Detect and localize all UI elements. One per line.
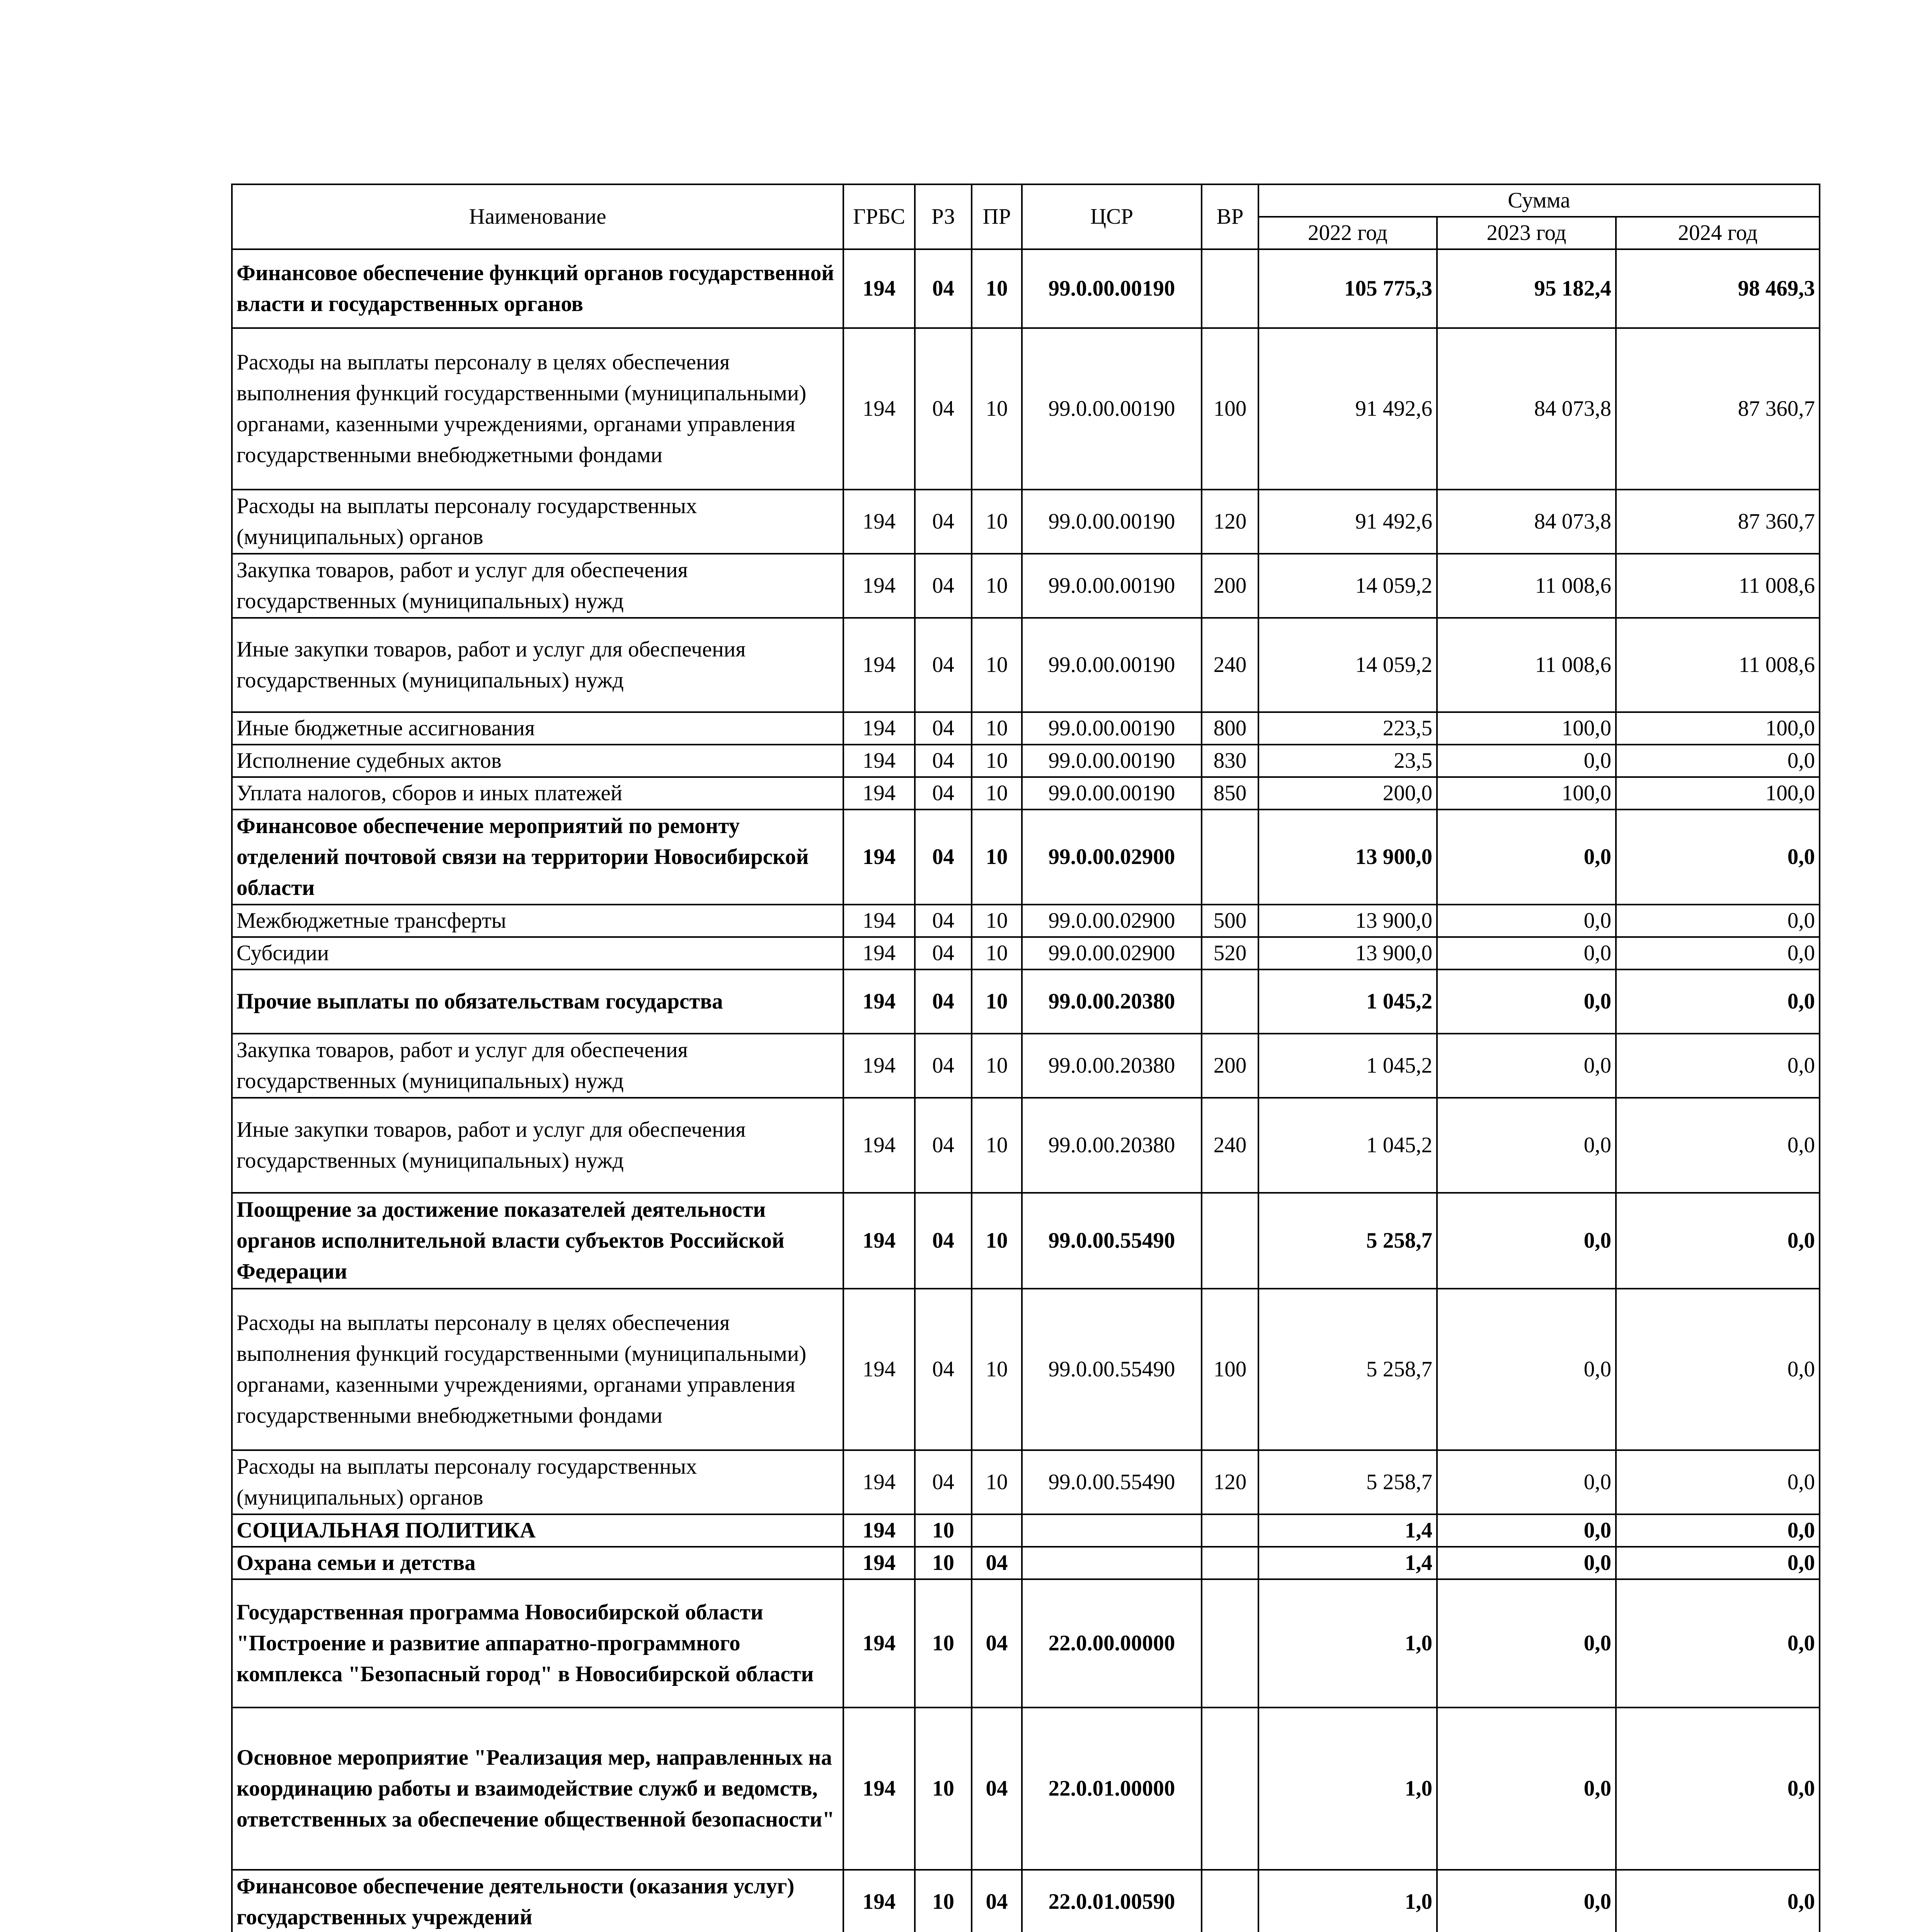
- table-row: [232, 1450, 1820, 1514]
- cell-name: Финансовое обеспечение функций органов государственной власти и государственных органов: [232, 249, 843, 328]
- cell-2024: 0,0: [1616, 1289, 1820, 1450]
- cell-2022: 23,5: [1258, 745, 1437, 777]
- table-row: [232, 328, 1820, 490]
- cell-grbs: 194: [843, 1450, 915, 1514]
- cell-2023: 95 182,4: [1437, 249, 1616, 328]
- cell-2024: 0,0: [1616, 1870, 1820, 1932]
- cell-pr: 10: [972, 1450, 1022, 1514]
- cell-rz: 04: [915, 328, 972, 490]
- cell-rz: 04: [915, 937, 972, 969]
- cell-rz: 04: [915, 1193, 972, 1289]
- cell-name: Расходы на выплаты персоналу государственных (муниципальных) органов: [232, 1450, 843, 1514]
- cell-grbs: 194: [843, 328, 915, 490]
- table-row: [232, 1289, 1820, 1450]
- cell-csr: 99.0.00.02900: [1022, 810, 1202, 905]
- cell-csr: 99.0.00.00190: [1022, 712, 1202, 745]
- cell-2022: 14 059,2: [1258, 618, 1437, 712]
- cell-rz: 04: [915, 554, 972, 618]
- cell-pr: 10: [972, 328, 1022, 490]
- cell-csr: 22.0.01.00000: [1022, 1708, 1202, 1870]
- cell-vr: [1202, 1514, 1258, 1547]
- cell-vr: [1202, 1547, 1258, 1579]
- cell-csr: 99.0.00.00190: [1022, 777, 1202, 810]
- cell-grbs: 194: [843, 554, 915, 618]
- col-header-csr: ЦСР: [1022, 184, 1202, 249]
- cell-grbs: 194: [843, 249, 915, 328]
- table-row: [232, 1193, 1820, 1289]
- cell-name: Исполнение судебных актов: [232, 745, 843, 777]
- cell-csr: 99.0.00.20380: [1022, 1034, 1202, 1098]
- table-row: [232, 1870, 1820, 1932]
- cell-2022: 1,0: [1258, 1870, 1437, 1932]
- table-row: [232, 777, 1820, 810]
- cell-2024: 11 008,6: [1616, 554, 1820, 618]
- cell-2023: 0,0: [1437, 1193, 1616, 1289]
- cell-vr: 520: [1202, 937, 1258, 969]
- cell-csr: 99.0.00.55490: [1022, 1193, 1202, 1289]
- cell-csr: 22.0.01.00590: [1022, 1870, 1202, 1932]
- cell-pr: 10: [972, 490, 1022, 554]
- col-header-pr: ПР: [972, 184, 1022, 249]
- cell-csr: 99.0.00.02900: [1022, 905, 1202, 937]
- cell-csr: 99.0.00.55490: [1022, 1450, 1202, 1514]
- cell-2022: 1 045,2: [1258, 1098, 1437, 1193]
- table-row: [232, 554, 1820, 618]
- cell-2024: 87 360,7: [1616, 328, 1820, 490]
- col-header-rz: РЗ: [915, 184, 972, 249]
- cell-vr: 100: [1202, 328, 1258, 490]
- cell-vr: [1202, 1579, 1258, 1708]
- cell-csr: 99.0.00.00190: [1022, 249, 1202, 328]
- cell-pr: [972, 1514, 1022, 1547]
- table-row: [232, 1579, 1820, 1708]
- cell-2022: 1,4: [1258, 1547, 1437, 1579]
- cell-rz: 04: [915, 1034, 972, 1098]
- cell-2022: 14 059,2: [1258, 554, 1437, 618]
- cell-vr: 240: [1202, 618, 1258, 712]
- cell-grbs: 194: [843, 905, 915, 937]
- cell-grbs: 194: [843, 490, 915, 554]
- cell-2024: 0,0: [1616, 745, 1820, 777]
- cell-vr: 800: [1202, 712, 1258, 745]
- cell-2024: 0,0: [1616, 1193, 1820, 1289]
- cell-pr: 04: [972, 1708, 1022, 1870]
- cell-2023: 11 008,6: [1437, 554, 1616, 618]
- cell-grbs: 194: [843, 712, 915, 745]
- cell-2022: 5 258,7: [1258, 1450, 1437, 1514]
- cell-2022: 91 492,6: [1258, 328, 1437, 490]
- cell-csr: 99.0.00.00190: [1022, 490, 1202, 554]
- cell-pr: 10: [972, 1289, 1022, 1450]
- cell-name: Расходы на выплаты персоналу в целях обеспечения выполнения функций государственными (муниципальными) органами, казенными учреждениями, органами управления государственными внебюджетными фондами: [232, 1289, 843, 1450]
- cell-rz: 04: [915, 1450, 972, 1514]
- table-row: [232, 490, 1820, 554]
- table-row: [232, 1098, 1820, 1193]
- cell-name: Иные бюджетные ассигнования: [232, 712, 843, 745]
- cell-2023: 11 008,6: [1437, 618, 1616, 712]
- cell-rz: 04: [915, 1098, 972, 1193]
- cell-vr: [1202, 1708, 1258, 1870]
- cell-pr: 10: [972, 712, 1022, 745]
- cell-rz: 04: [915, 490, 972, 554]
- cell-2024: 0,0: [1616, 1514, 1820, 1547]
- cell-grbs: 194: [843, 937, 915, 969]
- cell-2022: 105 775,3: [1258, 249, 1437, 328]
- cell-2022: 13 900,0: [1258, 905, 1437, 937]
- cell-rz: 04: [915, 905, 972, 937]
- cell-grbs: 194: [843, 1579, 915, 1708]
- cell-2022: 5 258,7: [1258, 1193, 1437, 1289]
- cell-name: Финансовое обеспечение деятельности (оказания услуг) государственных учреждений: [232, 1870, 843, 1932]
- cell-vr: 200: [1202, 1034, 1258, 1098]
- cell-name: Расходы на выплаты персоналу государственных (муниципальных) органов: [232, 490, 843, 554]
- cell-2023: 0,0: [1437, 1034, 1616, 1098]
- cell-pr: 10: [972, 1193, 1022, 1289]
- cell-2024: 100,0: [1616, 712, 1820, 745]
- cell-name: Иные закупки товаров, работ и услуг для обеспечения государственных (муниципальных) нужд: [232, 1098, 843, 1193]
- cell-vr: 200: [1202, 554, 1258, 618]
- cell-csr: [1022, 1547, 1202, 1579]
- cell-2023: 0,0: [1437, 969, 1616, 1034]
- cell-vr: 850: [1202, 777, 1258, 810]
- cell-2023: 0,0: [1437, 905, 1616, 937]
- cell-2022: 1,0: [1258, 1579, 1437, 1708]
- cell-grbs: 194: [843, 1870, 915, 1932]
- cell-pr: 10: [972, 1098, 1022, 1193]
- col-header-2022: 2022 год: [1258, 217, 1437, 249]
- cell-2022: 1,4: [1258, 1514, 1437, 1547]
- cell-rz: 10: [915, 1870, 972, 1932]
- cell-2023: 100,0: [1437, 777, 1616, 810]
- cell-pr: 10: [972, 777, 1022, 810]
- cell-pr: 04: [972, 1547, 1022, 1579]
- cell-csr: 99.0.00.00190: [1022, 618, 1202, 712]
- cell-rz: 04: [915, 810, 972, 905]
- cell-2023: 84 073,8: [1437, 490, 1616, 554]
- cell-2022: 200,0: [1258, 777, 1437, 810]
- table-header: [232, 184, 1820, 249]
- cell-name: СОЦИАЛЬНАЯ ПОЛИТИКА: [232, 1514, 843, 1547]
- cell-vr: 500: [1202, 905, 1258, 937]
- cell-grbs: 194: [843, 810, 915, 905]
- cell-csr: 99.0.00.00190: [1022, 745, 1202, 777]
- table-row: [232, 618, 1820, 712]
- cell-2023: 0,0: [1437, 1289, 1616, 1450]
- cell-2024: 0,0: [1616, 810, 1820, 905]
- cell-pr: 04: [972, 1870, 1022, 1932]
- cell-2024: 11 008,6: [1616, 618, 1820, 712]
- cell-pr: 10: [972, 937, 1022, 969]
- cell-2024: 98 469,3: [1616, 249, 1820, 328]
- cell-2024: 87 360,7: [1616, 490, 1820, 554]
- cell-rz: 10: [915, 1547, 972, 1579]
- cell-name: Межбюджетные трансферты: [232, 905, 843, 937]
- cell-2024: 0,0: [1616, 1579, 1820, 1708]
- cell-name: Уплата налогов, сборов и иных платежей: [232, 777, 843, 810]
- table-row: [232, 1547, 1820, 1579]
- cell-rz: 04: [915, 1289, 972, 1450]
- cell-vr: 240: [1202, 1098, 1258, 1193]
- cell-grbs: 194: [843, 745, 915, 777]
- col-header-2023: 2023 год: [1437, 217, 1616, 249]
- cell-2024: 100,0: [1616, 777, 1820, 810]
- cell-csr: 22.0.00.00000: [1022, 1579, 1202, 1708]
- cell-2023: 0,0: [1437, 937, 1616, 969]
- col-header-2024: 2024 год: [1616, 217, 1820, 249]
- cell-csr: 99.0.00.00190: [1022, 554, 1202, 618]
- cell-name: Закупка товаров, работ и услуг для обеспечения государственных (муниципальных) нужд: [232, 1034, 843, 1098]
- cell-rz: 04: [915, 777, 972, 810]
- cell-name: Финансовое обеспечение мероприятий по ремонту отделений почтовой связи на территории Новосибирской области: [232, 810, 843, 905]
- cell-name: Иные закупки товаров, работ и услуг для обеспечения государственных (муниципальных) нужд: [232, 618, 843, 712]
- cell-name: Прочие выплаты по обязательствам государства: [232, 969, 843, 1034]
- cell-csr: 99.0.00.02900: [1022, 937, 1202, 969]
- cell-grbs: 194: [843, 777, 915, 810]
- table-row: [232, 249, 1820, 328]
- cell-2023: 0,0: [1437, 1098, 1616, 1193]
- cell-name: Закупка товаров, работ и услуг для обеспечения государственных (муниципальных) нужд: [232, 554, 843, 618]
- table-row: [232, 745, 1820, 777]
- cell-pr: 10: [972, 810, 1022, 905]
- cell-name: Поощрение за достижение показателей деятельности органов исполнительной власти субъектов Российской Федерации: [232, 1193, 843, 1289]
- cell-rz: 04: [915, 745, 972, 777]
- cell-pr: 10: [972, 745, 1022, 777]
- cell-pr: 10: [972, 905, 1022, 937]
- cell-2022: 13 900,0: [1258, 937, 1437, 969]
- cell-csr: 99.0.00.55490: [1022, 1289, 1202, 1450]
- cell-name: Охрана семьи и детства: [232, 1547, 843, 1579]
- cell-vr: 100: [1202, 1289, 1258, 1450]
- cell-vr: [1202, 969, 1258, 1034]
- cell-2024: 0,0: [1616, 937, 1820, 969]
- table-row: [232, 937, 1820, 969]
- cell-2023: 100,0: [1437, 712, 1616, 745]
- cell-grbs: 194: [843, 1547, 915, 1579]
- cell-grbs: 194: [843, 1034, 915, 1098]
- cell-2022: 1 045,2: [1258, 969, 1437, 1034]
- cell-grbs: 194: [843, 1514, 915, 1547]
- cell-2024: 0,0: [1616, 905, 1820, 937]
- cell-2022: 13 900,0: [1258, 810, 1437, 905]
- table-row: [232, 810, 1820, 905]
- col-header-name: Наименование: [232, 184, 843, 249]
- cell-csr: 99.0.00.20380: [1022, 969, 1202, 1034]
- cell-2023: 84 073,8: [1437, 328, 1616, 490]
- col-header-vr: ВР: [1202, 184, 1258, 249]
- cell-2023: 0,0: [1437, 1579, 1616, 1708]
- cell-2024: 0,0: [1616, 1034, 1820, 1098]
- cell-2023: 0,0: [1437, 1514, 1616, 1547]
- cell-2024: 0,0: [1616, 1708, 1820, 1870]
- table-row: [232, 1708, 1820, 1870]
- cell-2023: 0,0: [1437, 1708, 1616, 1870]
- cell-pr: 10: [972, 969, 1022, 1034]
- table-row: [232, 712, 1820, 745]
- cell-2023: 0,0: [1437, 810, 1616, 905]
- cell-2024: 0,0: [1616, 1547, 1820, 1579]
- cell-2023: 0,0: [1437, 1547, 1616, 1579]
- cell-pr: 10: [972, 618, 1022, 712]
- cell-2022: 1 045,2: [1258, 1034, 1437, 1098]
- cell-vr: 120: [1202, 1450, 1258, 1514]
- cell-name: Государственная программа Новосибирской области "Построение и развитие аппаратно-программного комплекса "Безопасный город" в Новосибирской области: [232, 1579, 843, 1708]
- cell-vr: 120: [1202, 490, 1258, 554]
- cell-2023: 0,0: [1437, 1870, 1616, 1932]
- cell-grbs: 194: [843, 1098, 915, 1193]
- budget-table: [231, 184, 1820, 1932]
- cell-pr: 10: [972, 249, 1022, 328]
- cell-csr: [1022, 1514, 1202, 1547]
- cell-2022: 223,5: [1258, 712, 1437, 745]
- cell-grbs: 194: [843, 969, 915, 1034]
- cell-2023: 0,0: [1437, 1450, 1616, 1514]
- cell-grbs: 194: [843, 1193, 915, 1289]
- cell-2022: 91 492,6: [1258, 490, 1437, 554]
- cell-2024: 0,0: [1616, 1450, 1820, 1514]
- cell-rz: 04: [915, 249, 972, 328]
- cell-vr: [1202, 810, 1258, 905]
- cell-rz: 10: [915, 1708, 972, 1870]
- cell-vr: [1202, 1193, 1258, 1289]
- cell-2024: 0,0: [1616, 969, 1820, 1034]
- cell-grbs: 194: [843, 1289, 915, 1450]
- cell-csr: 99.0.00.20380: [1022, 1098, 1202, 1193]
- cell-2022: 5 258,7: [1258, 1289, 1437, 1450]
- cell-rz: 04: [915, 969, 972, 1034]
- cell-pr: 10: [972, 1034, 1022, 1098]
- col-header-sum: Сумма: [1258, 184, 1820, 217]
- cell-rz: 04: [915, 618, 972, 712]
- cell-grbs: 194: [843, 1708, 915, 1870]
- col-header-grbs: ГРБС: [843, 184, 915, 249]
- cell-2022: 1,0: [1258, 1708, 1437, 1870]
- cell-2023: 0,0: [1437, 745, 1616, 777]
- cell-2024: 0,0: [1616, 1098, 1820, 1193]
- table-row: [232, 1514, 1820, 1547]
- table-body: [232, 249, 1820, 1932]
- cell-rz: 04: [915, 712, 972, 745]
- cell-vr: [1202, 1870, 1258, 1932]
- cell-csr: 99.0.00.00190: [1022, 328, 1202, 490]
- cell-rz: 10: [915, 1514, 972, 1547]
- table-row: [232, 969, 1820, 1034]
- cell-grbs: 194: [843, 618, 915, 712]
- cell-name: Субсидии: [232, 937, 843, 969]
- cell-name: Расходы на выплаты персоналу в целях обеспечения выполнения функций государственными (муниципальными) органами, казенными учреждениями, органами управления государственными внебюджетными фондами: [232, 328, 843, 490]
- cell-pr: 10: [972, 554, 1022, 618]
- table-row: [232, 1034, 1820, 1098]
- cell-vr: [1202, 249, 1258, 328]
- cell-name: Основное мероприятие "Реализация мер, направленных на координацию работы и взаимодействие служб и ведомств, ответственных за обеспечение общественной безопасности": [232, 1708, 843, 1870]
- cell-vr: 830: [1202, 745, 1258, 777]
- table-row: [232, 905, 1820, 937]
- cell-rz: 10: [915, 1579, 972, 1708]
- cell-pr: 04: [972, 1579, 1022, 1708]
